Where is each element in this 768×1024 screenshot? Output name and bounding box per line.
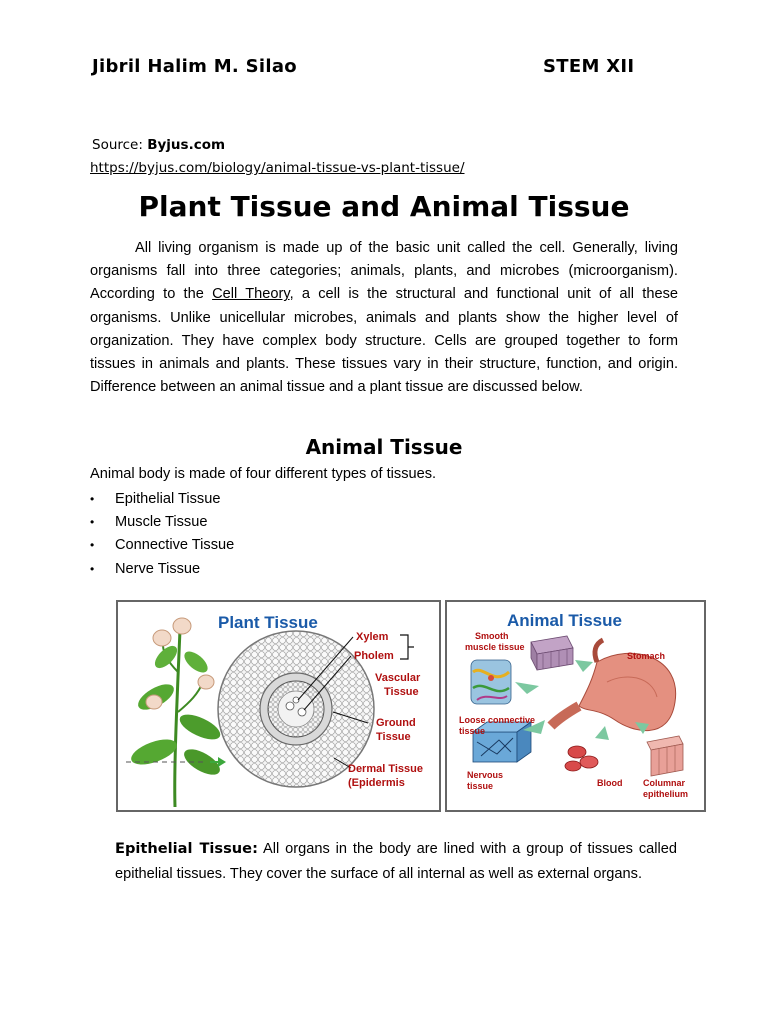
- author-name: Jibril Halim M. Silao: [92, 56, 297, 77]
- epithelial-text: All organs in the body are lined with a group of tissues called epithelial tissues. They cover the surface of all internal as well as external organs.: [115, 841, 677, 882]
- bullet-icon: •: [90, 492, 95, 506]
- section-label: STEM XII: [543, 56, 635, 77]
- bullet-icon: •: [90, 538, 95, 553]
- intro-text-2: , a cell is the structural and functional unit of all these organisms. Unlike unicellular microbes, animals and plants show the higher level of organization. They have complex body structure. Cells are grouped together to form tissues in animals and plants. These tissues vary in their structure, function, and origin. Difference between an animal tissue and a plant tissue are discussed below.: [90, 286, 678, 396]
- vascular-label: Vascular: [375, 672, 421, 684]
- plant-tissue-figure: [116, 600, 441, 812]
- epithelial-label: Epithelial Tissue:: [115, 840, 258, 857]
- plant-tissue-illustration: [118, 602, 439, 810]
- animal-tissue-figure: [445, 600, 706, 812]
- animal-tissue-illustration: [447, 602, 704, 810]
- list-item-label: Connective Tissue: [115, 537, 235, 554]
- source-line: [92, 137, 225, 153]
- columnar-epithelium-icon: [647, 736, 683, 776]
- blood-cells-icon: [565, 746, 598, 771]
- bullet-icon: •: [90, 561, 95, 576]
- plant-drawing-icon: [126, 618, 226, 807]
- smooth-muscle-label: Smooth: [475, 631, 509, 641]
- loose-connective-label-2: tissue: [459, 726, 486, 736]
- tissue-type-list: [90, 488, 234, 581]
- ground-label: Ground: [376, 717, 416, 729]
- plant-tissue-title: Plant Tissue: [218, 613, 318, 632]
- bullet-icon: •: [90, 515, 95, 530]
- intro-paragraph: [90, 237, 678, 399]
- loose-connective-label: Loose connective: [459, 715, 536, 725]
- source-label: Source:: [92, 137, 143, 153]
- columnar-label-2: epithelium: [643, 789, 689, 799]
- smooth-muscle-label-2: muscle tissue: [465, 642, 525, 652]
- stomach-label: Stomach: [627, 651, 666, 661]
- source-site: Byjus.com: [147, 137, 226, 153]
- source-url-link[interactable]: https://byjus.com/biology/animal-tissue-vs-plant-tissue/: [90, 160, 465, 176]
- columnar-label: Columnar: [643, 778, 686, 788]
- loose-connective-icon: [471, 660, 511, 704]
- smooth-muscle-icon: [531, 636, 573, 670]
- list-item-label: Epithelial Tissue: [115, 491, 221, 507]
- intro-text-1: All living organism is made up of the basic unit called the cell. Generally, living organisms fall into three categories; animals, plants, and microbes (microorganism). According to the: [90, 240, 678, 303]
- blood-label: Blood: [597, 778, 623, 788]
- list-item-label: Nerve Tissue: [115, 560, 201, 577]
- list-item: [90, 534, 234, 557]
- dermal-label: Dermal Tissue: [348, 763, 424, 775]
- vascular-label-2: Tissue: [384, 686, 419, 698]
- dermal-label-2: (Epidermis: [348, 777, 405, 789]
- list-item-label: Muscle Tissue: [115, 514, 208, 531]
- animal-tissue-subtitle: Animal body is made of four different types of tissues.: [90, 466, 437, 482]
- list-item: [90, 558, 234, 581]
- list-item: [90, 488, 234, 511]
- ground-label-2: Tissue: [376, 731, 411, 743]
- animal-tissue-title: Animal Tissue: [507, 611, 622, 630]
- animal-tissue-heading: Animal Tissue: [305, 435, 463, 459]
- xylem-label: Xylem: [356, 631, 389, 643]
- list-item: [90, 511, 234, 534]
- cell-theory-link[interactable]: Cell Theory: [212, 286, 290, 303]
- page-title: Plant Tissue and Animal Tissue: [138, 190, 630, 223]
- nervous-tissue-label: Nervous: [467, 770, 504, 780]
- epithelial-paragraph: [115, 837, 677, 886]
- pholem-label: Pholem: [354, 650, 394, 662]
- nervous-tissue-label-2: tissue: [467, 781, 494, 791]
